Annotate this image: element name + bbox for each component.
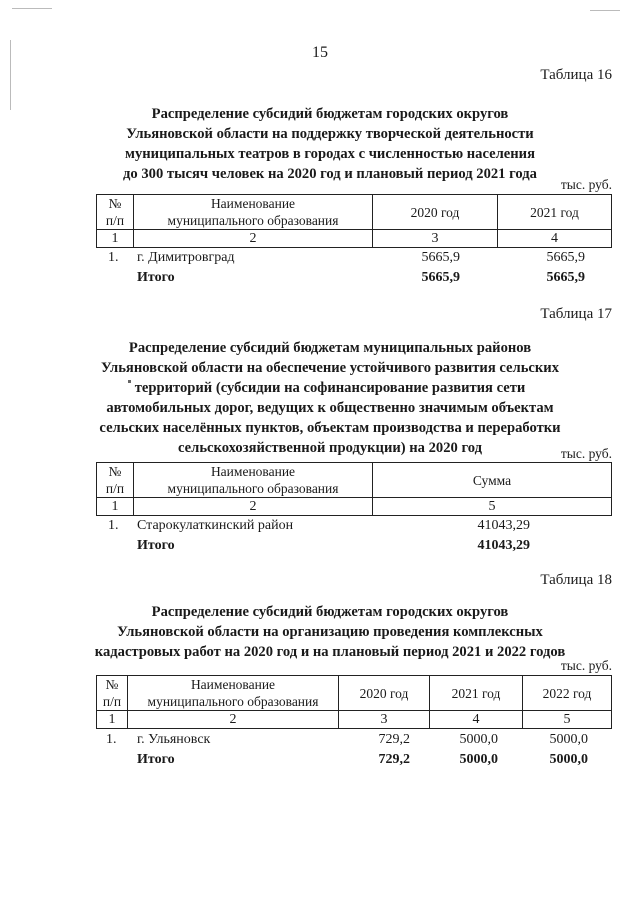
total-value: 729,2	[378, 752, 410, 767]
header-col: 2021 год	[430, 676, 523, 711]
header-name-line: Наименование	[190, 677, 276, 692]
index-cell: 1	[97, 498, 134, 516]
title-line: сельскохозяйственной продукции) на 2020 год	[178, 440, 482, 456]
title-line: Ульяновской области на поддержку творческой деятельности	[126, 126, 534, 142]
table-18-label: Таблица 18	[540, 572, 612, 588]
title-line: Распределение субсидий бюджетам городских округов	[151, 106, 509, 122]
row-value: 5000,0	[549, 732, 588, 747]
header-num-line: п/п	[105, 213, 125, 228]
header-num	[97, 676, 128, 711]
header-col: 2021 год	[498, 195, 612, 230]
header-name-line: муниципального образования	[167, 481, 339, 496]
total-value: 5000,0	[549, 752, 588, 767]
index-cell: 5	[373, 498, 612, 516]
table-16-grid	[96, 194, 612, 248]
scan-artifact	[10, 40, 11, 110]
row-name: Старокулаткинский район	[137, 518, 294, 533]
table-18-grid	[96, 675, 612, 729]
row-name: г. Ульяновск	[137, 732, 211, 747]
scan-artifact	[12, 8, 52, 9]
header-num	[97, 463, 134, 498]
total-label: Итого	[137, 538, 175, 553]
index-cell: 2	[134, 230, 373, 248]
total-label: Итого	[137, 270, 175, 285]
table-16-unit: тыс. руб.	[560, 177, 612, 192]
row-num: 1.	[108, 518, 119, 533]
page-number: 15	[312, 44, 328, 61]
index-cell: 1	[97, 711, 128, 729]
row-value: 5665,9	[421, 250, 460, 265]
index-cell: 3	[373, 230, 498, 248]
row-value: 5000,0	[459, 732, 498, 747]
header-num-line: п/п	[105, 481, 125, 496]
table-16-label: Таблица 16	[540, 67, 612, 83]
header-col: Сумма	[373, 463, 612, 498]
title-line: Ульяновской области на организацию проведения комплексных	[117, 624, 543, 640]
table-16-title	[80, 104, 580, 184]
index-cell: 2	[128, 711, 339, 729]
header-name-line: муниципального образования	[147, 694, 319, 709]
total-value: 5000,0	[459, 752, 498, 767]
index-cell: 2	[134, 498, 373, 516]
header-num-line: №	[105, 677, 119, 692]
header-num	[97, 195, 134, 230]
index-cell: 4	[430, 711, 523, 729]
total-value: 5665,9	[546, 270, 585, 285]
scan-artifact	[128, 380, 131, 383]
scan-artifact	[590, 10, 620, 11]
header-num-line: №	[108, 196, 122, 211]
total-value: 5665,9	[421, 270, 460, 285]
header-name-line: Наименование	[210, 196, 296, 211]
title-line: муниципальных театров в городах с численностью населения	[125, 146, 535, 162]
title-line: Распределение субсидий бюджетам городских округов	[151, 604, 509, 620]
header-num-line: №	[108, 464, 122, 479]
header-col: 2020 год	[339, 676, 430, 711]
header-name-line: муниципального образования	[167, 213, 339, 228]
table-17-grid	[96, 462, 612, 516]
total-value: 41043,29	[477, 538, 530, 553]
header-name	[134, 195, 373, 230]
title-line: Распределение субсидий бюджетам муниципальных районов	[128, 340, 532, 356]
header-num-line: п/п	[102, 694, 122, 709]
row-name: г. Димитровград	[137, 250, 235, 265]
header-name-line: Наименование	[210, 464, 296, 479]
row-num: 1.	[106, 732, 117, 747]
table-18-title	[60, 602, 600, 662]
header-col: 2020 год	[373, 195, 498, 230]
title-line: Ульяновской области на обеспечение устойчивого развития сельских	[100, 360, 560, 376]
table-18-unit: тыс. руб.	[560, 658, 612, 673]
header-name	[128, 676, 339, 711]
title-line: кадастровых работ на 2020 год и на плановый период 2021 и 2022 годов	[94, 644, 566, 660]
index-cell: 4	[498, 230, 612, 248]
index-cell: 5	[523, 711, 612, 729]
total-label: Итого	[137, 752, 175, 767]
row-value: 5665,9	[546, 250, 585, 265]
table-17-label: Таблица 17	[540, 306, 612, 322]
row-value: 729,2	[378, 732, 410, 747]
title-line: до 300 тысяч человек на 2020 год и плановый период 2021 года	[123, 166, 537, 182]
table-17-unit: тыс. руб.	[560, 446, 612, 461]
row-num: 1.	[108, 250, 119, 265]
title-line: сельских населённых пунктов, объектам производства и переработки	[99, 420, 561, 436]
row-value: 41043,29	[477, 518, 530, 533]
header-col: 2022 год	[523, 676, 612, 711]
title-line: автомобильных дорог, ведущих к общественно значимым объектам	[106, 400, 554, 416]
title-line: территорий (субсидии на софинансирование развития сети	[134, 380, 526, 396]
header-name	[134, 463, 373, 498]
table-17-title	[70, 338, 590, 458]
index-cell: 3	[339, 711, 430, 729]
index-cell: 1	[97, 230, 134, 248]
